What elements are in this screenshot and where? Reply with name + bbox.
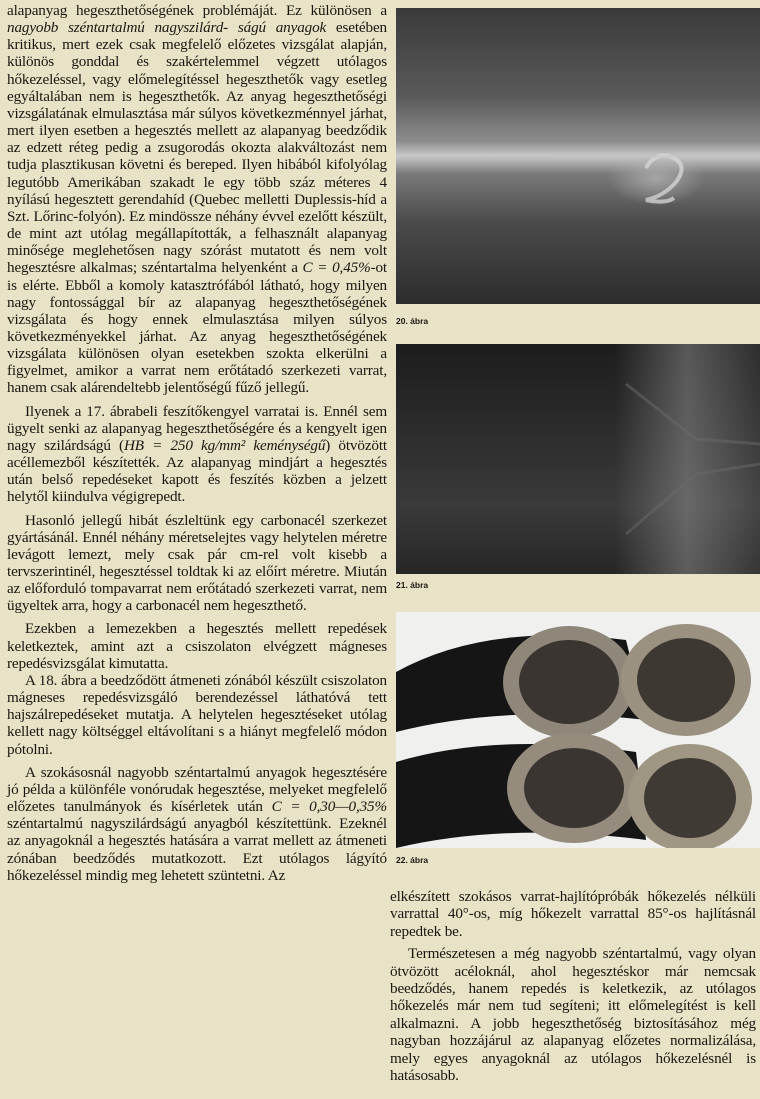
emphasis: nagyobb széntartalmú nagyszilárd-	[7, 19, 229, 37]
text: esetében kritikus, mert ezek csak	[7, 19, 388, 54]
rod-cross-sections-graphic	[396, 612, 760, 848]
paragraph-1	[7, 2, 387, 397]
text: alapanyag hegeszthetőségének problémáját. Ez	[7, 2, 302, 19]
figure-20-photo	[396, 8, 760, 304]
emphasis: ságú anyagok	[237, 19, 327, 37]
paragraph-right-2: Természetesen a még nagyobb széntartalmú, vagy olyan ötvözött acéloknál, ahol hegesztéskor már nemcsak beedződés, hanem repedés is keletkezik, az utólagos hőkezelés már nem tud segíteni; itt előmelegítést is kell alkalmazni. A jobb hegeszthetőség biztosításához még nagyban hozzájárul az alapanyag előzetes normalizálása, mely egyes anyagoknál az utólagos hőkezelésnél is hatásosabb.	[390, 945, 756, 1085]
text: -ot is elérte. Ebből a komoly katasztrófából látható, hogy milyen nagy fontossággal bír az alapanyag hegeszthetőségének vizsgálata és hogy ennek elmulasztása milyen súlyos következményekkel járhat. Az anyag hegeszthetőségének vizsgálata különösen olyan esetekben szokta elkerülni a figyelmet, amikor a varrat nem erőtátadó szerkezeti varrat, hanem csak alárendeltebb jelentőségű fűző jellegű.	[7, 259, 387, 397]
formula: C = 0,45%	[302, 259, 371, 277]
text: ) ötvözött acéllemezből készítették. Az alapanyag mindjárt a hegesztés után belső repedéseket kapott és feszítés közben a jelzett helytől kiindulva végigrepedt.	[7, 436, 387, 506]
figure-20-caption: 20. ábra	[396, 316, 429, 326]
text: megfelelő előzetes vizsgálat alapján, különös gonddal és szakértelemmel végzett utólagos hőkezeléssel, vagy előmelegítéssel hegeszthetők vagy esetleg egyáltalában nem is hegeszthetők. Az anyag hegeszthetőségi vizsgálatának elmulasztása már súlyos következménnyel járhat, mert ilyen esetben a hegesztés mellett az alapanyag beedződik az edzett réteg pedig a zsugorodás okozta alakváltozást nem tudja plasztikusan követni és bereped. Ilyen hibából kifolyólag legutóbb Amerikában szakadt le egy több száz méteres 4 nyílású hegesztett gerendahíd (Quebec melletti Duplessis-híd a Szt. Lőrinc-folyón). Ez mindössze néhány évvel ezelőtt készült, de mint azt utólag megállapították, a felhasznált alapanyag minősége meglehetősen nagy szórást mutatott és nem volt hegesztésre alkalmas; széntartalma helyenként a	[7, 36, 387, 277]
text: A szokásosnál nagyobb széntartalmú anyagok hegesztésére jó példa a különféle vonórudak hegesztése, melyeket megfelelő előzetes tanulmányok és kísérletek után	[7, 763, 387, 816]
figure-21-photo	[396, 344, 760, 574]
right-text-column	[390, 888, 756, 1084]
paragraph-4: Ezekben a lemezekben a hegesztés mellett repedések keletkeztek, amint azt a csiszolaton elvégzett mágneses repedésvizsgálat kimutatta.	[7, 620, 387, 672]
formula: HB = 250 kg/mm² keménységű	[123, 436, 326, 454]
text: Ilyenek a 17. ábrabeli feszítőkengyel varratai is. Ennél sem ügyelt senki az alapanyag hegeszthetőségére és a kengyelt igen nagy szilárdságú (	[7, 402, 387, 454]
formula: C = 0,30—0,35%	[271, 798, 387, 816]
paragraph-5: A 18. ábra a beedződött átmeneti zónából készült csiszolaton mágneses repedésvizsgáló berendezéssel láthatóvá tett hajszálrepedéseket mutatja. A helytelen hegesztéseket utólag kellett nagy költséggel eltávolítani s a hiányt megfelelő módon pótolni.	[7, 671, 387, 758]
weld-photo-graphic	[396, 8, 760, 304]
crack-photo-graphic	[396, 344, 760, 574]
paragraph-right-1: elkészített szokásos varrat-hajlítópróbák hőkezelés nélküli varrattal 40°-os, míg hőkezelt varrattal 85°-os hajlításnál repedtek be.	[390, 888, 756, 940]
figure-21-caption: 21. ábra	[396, 580, 429, 590]
figure-22-caption: 22. ábra	[396, 855, 429, 865]
paragraph-3: Hasonló jellegű hibát észleltünk egy carbonacél szerkezet gyártásánál. Ennél néhány méretselejtes vagy helytelen méretre levágott lemezt, mely csak pár cm-rel volt kisebb a tervszerintinél, hegesztéssel toldtak ki az előírt méretre. Miután az előforduló tompavarrat nem erőtátadó szerkezeti varrat, nem ügyeltek arra, hogy a carbonacél nem hegeszthető.	[7, 511, 387, 615]
paragraph-6	[7, 764, 387, 884]
text: széntartalmú nagyszilárdságú anyagból készítettünk. Ezeknél az anyagoknál a hegesztés hatására a varrat mellett az átmeneti zónában beedződés mutatkozott. Ezt utólagos lágyító hőkezeléssel mindig meg lehetett szüntetni. Az	[7, 815, 387, 884]
text: különösen a	[310, 2, 387, 19]
paragraph-2	[7, 403, 387, 506]
left-text-column	[7, 2, 387, 884]
figure-22-photo	[396, 612, 760, 848]
